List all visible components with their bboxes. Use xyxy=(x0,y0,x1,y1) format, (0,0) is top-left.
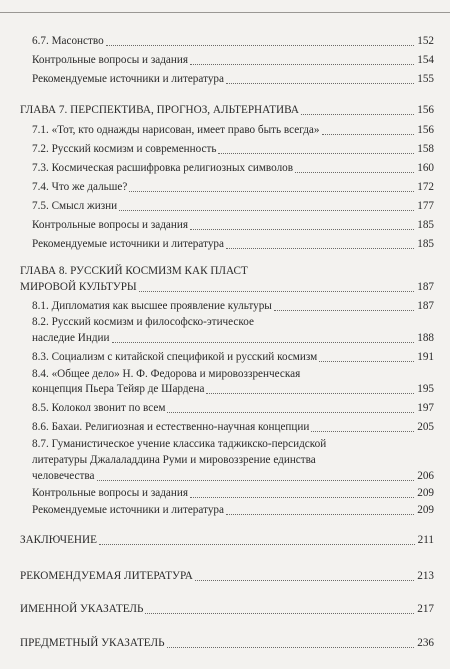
toc-entry-title: человечества xyxy=(32,470,95,482)
toc-entry-title: 8.3. Социализм с китайской спецификой и русский космизм xyxy=(32,351,318,363)
toc-page-number: 209 xyxy=(417,487,434,499)
toc-entry-title: 7.2. Русский космизм и современность xyxy=(32,143,217,155)
toc-page-number: 188 xyxy=(417,332,434,344)
toc-entry-7-4[interactable] xyxy=(32,180,434,194)
dot-leader xyxy=(97,480,414,481)
toc-page-number: 191 xyxy=(417,351,434,363)
toc-entry-6-questions[interactable] xyxy=(32,53,434,67)
toc-page-number: 155 xyxy=(417,73,434,85)
dot-leader xyxy=(119,210,414,211)
toc-entry-7-sources[interactable] xyxy=(32,237,434,251)
dot-leader xyxy=(274,310,414,311)
toc-entry-title: 7.1. «Тот, кто однажды нарисован, имеет право быть всегда» xyxy=(32,124,320,136)
dot-leader xyxy=(139,291,414,292)
toc-entry-7-5[interactable] xyxy=(32,199,434,213)
toc-entry-title: 8.6. Бахаи. Религиозная и естественно-научная концепции xyxy=(32,421,310,433)
toc-entry-title: Контрольные вопросы и задания xyxy=(32,54,188,66)
toc-entry-title: Контрольные вопросы и задания xyxy=(32,219,188,231)
toc-chapter-8[interactable] xyxy=(20,280,434,294)
toc-chapter-7[interactable] xyxy=(20,103,434,117)
dot-leader xyxy=(206,393,414,394)
toc-page-number: 187 xyxy=(417,300,434,312)
dot-leader xyxy=(145,613,414,614)
dot-leader xyxy=(106,45,414,46)
toc-subject-index[interactable] xyxy=(20,636,434,650)
toc-entry-title: 8.5. Колокол звонит по всем xyxy=(32,402,166,414)
toc-entry-title: 8.1. Дипломатия как высшее проявление культуры xyxy=(32,300,272,312)
toc-entry-title: 7.5. Смысл жизни xyxy=(32,200,118,212)
dot-leader xyxy=(319,361,414,362)
dot-leader xyxy=(322,134,414,135)
toc-entry-6-sources[interactable] xyxy=(32,72,434,86)
toc-page-number: 160 xyxy=(417,162,434,174)
toc-entry-title: Рекомендуемые источники и литература xyxy=(32,73,224,85)
dot-leader xyxy=(129,191,414,192)
toc-page-number: 158 xyxy=(417,143,434,155)
toc-page-number: 177 xyxy=(417,200,434,212)
toc-page-number: 185 xyxy=(417,238,434,250)
toc-name-index[interactable] xyxy=(20,602,434,616)
dot-leader xyxy=(311,431,414,432)
toc-page-number: 209 xyxy=(417,504,434,516)
dot-leader xyxy=(190,497,414,498)
dot-leader xyxy=(195,580,414,581)
toc-conclusion[interactable] xyxy=(20,533,434,547)
toc-page-number: 206 xyxy=(417,470,434,482)
toc-entry-8-sources[interactable] xyxy=(32,503,434,517)
toc-entry-7-1[interactable] xyxy=(32,123,434,137)
toc-entry-title: Контрольные вопросы и задания xyxy=(32,487,188,499)
toc-entry-title: 7.3. Космическая расшифровка религиозных символов xyxy=(32,162,294,174)
toc-entry-8-questions[interactable] xyxy=(32,486,434,500)
toc-chapter-8-line1[interactable]: ГЛАВА 8. РУССКИЙ КОСМИЗМ КАК ПЛАСТ xyxy=(20,265,248,277)
toc-recommended-literature[interactable] xyxy=(20,569,434,583)
toc-page-number: 152 xyxy=(417,35,434,47)
toc-entry-8-7-line2[interactable]: литературы Джалаладдина Руми и мировоззрение единства xyxy=(32,454,316,466)
toc-page-number: 217 xyxy=(417,603,434,615)
toc-entry-8-5[interactable] xyxy=(32,401,434,415)
dot-leader xyxy=(226,514,414,515)
dot-leader xyxy=(301,114,414,115)
toc-page-number: 154 xyxy=(417,54,434,66)
toc-entry-title: 7.4. Что же дальше? xyxy=(32,181,128,193)
toc-page-number: 211 xyxy=(417,534,434,546)
toc-chapter-title: ЗАКЛЮЧЕНИЕ xyxy=(20,534,97,546)
dot-leader xyxy=(218,153,414,154)
dot-leader xyxy=(295,172,414,173)
toc-entry-title: 6.7. Масонство xyxy=(32,35,104,47)
dot-leader xyxy=(167,647,414,648)
dot-leader xyxy=(190,64,414,65)
toc-entry-7-2[interactable] xyxy=(32,142,434,156)
toc-entry-title: Рекомендуемые источники и литература xyxy=(32,504,224,516)
toc-page-number: 156 xyxy=(417,104,434,116)
toc-entry-8-2[interactable] xyxy=(32,331,434,345)
toc-entry-8-2-line1[interactable]: 8.2. Русский космизм и философско-этическое xyxy=(32,316,254,328)
toc-entry-7-3[interactable] xyxy=(32,161,434,175)
dot-leader xyxy=(99,544,415,545)
toc-page-number: 205 xyxy=(417,421,434,433)
toc-chapter-title: ИМЕННОЙ УКАЗАТЕЛЬ xyxy=(20,603,144,615)
toc-entry-7-questions[interactable] xyxy=(32,218,434,232)
toc-chapter-title: ГЛАВА 7. ПЕРСПЕКТИВА, ПРОГНОЗ, АЛЬТЕРНАТИВА xyxy=(20,104,299,116)
toc-entry-title: Рекомендуемые источники и литература xyxy=(32,238,224,250)
toc-page-number: 195 xyxy=(417,383,434,395)
toc-entry-6-7[interactable] xyxy=(32,34,434,48)
toc-page-number: 185 xyxy=(417,219,434,231)
toc-entry-8-4-line1[interactable]: 8.4. «Общее дело» Н. Ф. Федорова и мировоззренческая xyxy=(32,368,301,380)
toc-entry-title: наследие Индии xyxy=(32,332,110,344)
toc-chapter-title: РЕКОМЕНДУЕМАЯ ЛИТЕРАТУРА xyxy=(20,570,193,582)
toc-page-number: 172 xyxy=(417,181,434,193)
dot-leader xyxy=(226,83,414,84)
toc-entry-8-1[interactable] xyxy=(32,299,434,313)
dot-leader xyxy=(226,248,414,249)
toc-entry-8-7[interactable] xyxy=(32,469,434,483)
toc-page-number: 187 xyxy=(417,281,434,293)
toc-page-number: 156 xyxy=(417,124,434,136)
toc-chapter-title: ПРЕДМЕТНЫЙ УКАЗАТЕЛЬ xyxy=(20,637,165,649)
dot-leader xyxy=(112,342,414,343)
toc-page-number: 213 xyxy=(417,570,434,582)
toc-chapter-title: МИРОВОЙ КУЛЬТУРЫ xyxy=(20,281,137,293)
toc-entry-8-4[interactable] xyxy=(32,382,434,396)
toc-entry-8-7-line1[interactable]: 8.7. Гуманистическое учение классика таджикско-персидской xyxy=(32,438,327,450)
toc-entry-title: концепция Пьера Тейяр де Шардена xyxy=(32,383,205,395)
toc-page-number: 236 xyxy=(417,637,434,649)
toc-entry-8-6[interactable] xyxy=(32,420,434,434)
dot-leader xyxy=(190,229,414,230)
dot-leader xyxy=(167,412,414,413)
toc-page-number: 197 xyxy=(417,402,434,414)
toc-entry-8-3[interactable] xyxy=(32,350,434,364)
